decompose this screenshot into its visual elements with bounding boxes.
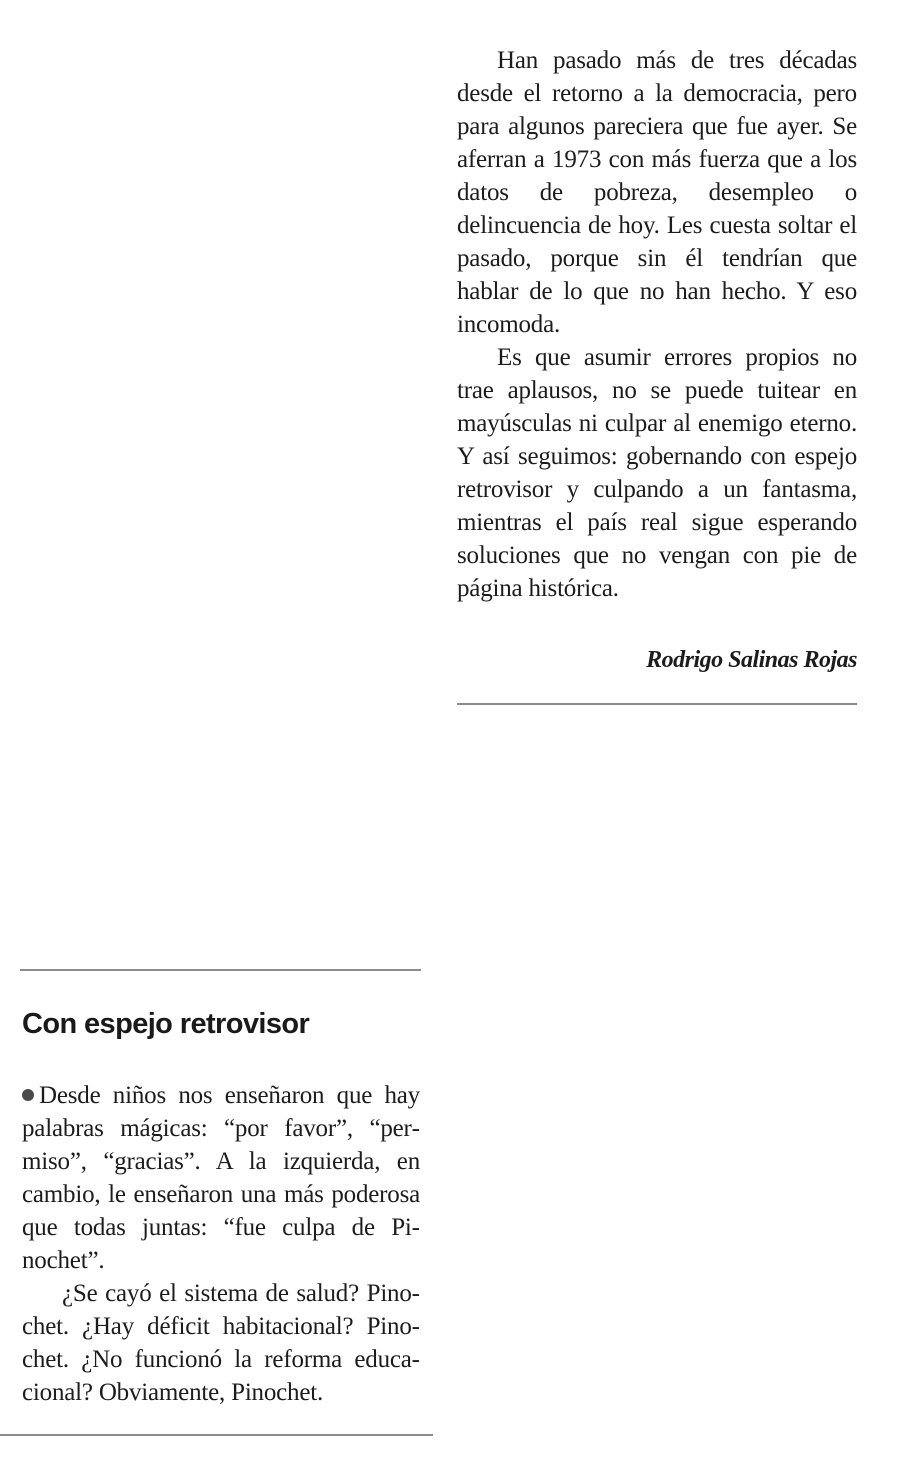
divider <box>20 969 421 971</box>
divider <box>457 703 857 705</box>
lead-text: Desde niños nos enseñaron que hay palabras mágicas: “por favor”, “permiso”, “gracias”. A la izquierda, en cambio, le enseñaron una más poderosa que todas juntas: “fue culpa de Pinochet”. <box>22 1082 420 1274</box>
letter-start <box>22 1079 420 1409</box>
body-paragraph-lead <box>22 1079 420 1277</box>
divider <box>0 1434 433 1436</box>
body-paragraph: ¿Se cayó el sistema de salud? Pinochet. ¿Hay déficit habitacional? Pinochet. ¿No funcionó la reforma educacional? Obviamente, Pinochet. <box>22 1280 420 1406</box>
body-paragraph: Han pasado más de tres décadas desde el retorno a la democracia, pero para algunos pareciera que fue ayer. Se aferran a 1973 con más fuerza que a los datos de pobreza, desempleo o delincuencia de hoy. Les cuesta soltar el pasado, porque sin él tendrían que hablar de lo que no han hecho. Y eso incomoda. <box>457 47 857 338</box>
letter-continuation <box>457 44 857 605</box>
letter-headline: Con espejo retrovisor <box>22 1008 310 1040</box>
body-paragraph: Es que asumir errores propios no trae aplausos, no se puede tuitear en mayúsculas ni culpar al enemigo eterno. Y así seguimos: gobernando con espejo retrovisor y culpando a un fantasma, mientras el país real sigue esperando soluciones que no vengan con pie de página histórica. <box>457 344 857 602</box>
bullet-icon <box>22 1089 34 1101</box>
author-signature: Rodrigo Salinas Rojas <box>646 647 857 673</box>
